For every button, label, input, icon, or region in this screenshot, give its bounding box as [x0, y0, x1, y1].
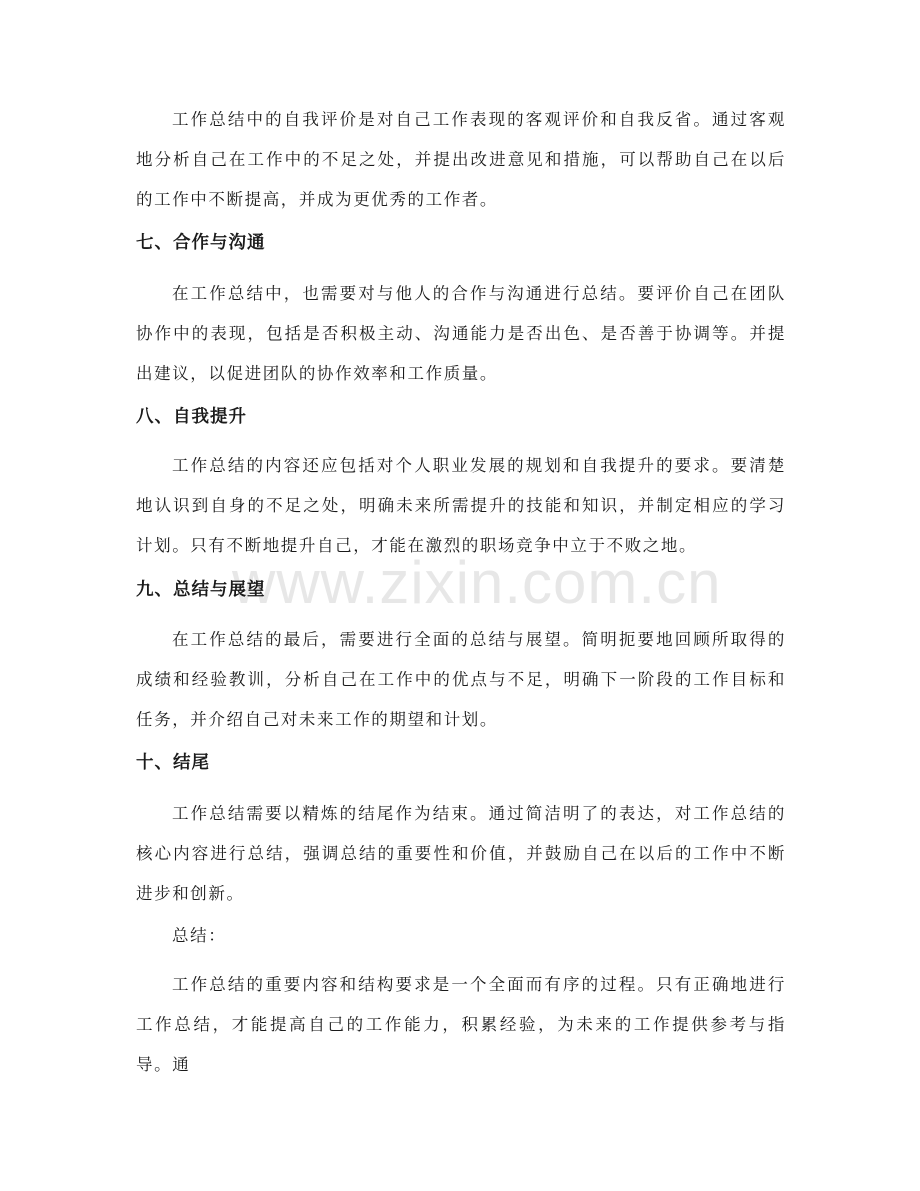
- summary-label: 总结：: [172, 926, 227, 945]
- paragraph-self-improvement: 工作总结的内容还应包括对个人职业发展的规划和自我提升的要求。要清楚地认识到自身的不足之处，明确未来所需提升的技能和知识，并制定相应的学习计划。只有不断地提升自己，才能在激烈的职场竞争中立于不败之地。: [136, 456, 786, 555]
- section-heading-summary-outlook: 九、总结与展望: [136, 580, 266, 600]
- section-heading-self-improvement: 八、自我提升: [136, 407, 247, 427]
- section-heading-ending: 十、结尾: [136, 753, 210, 773]
- paragraph-cooperation: 在工作总结中，也需要对与他人的合作与沟通进行总结。要评价自己在团队协作中的表现，包括是否积极主动、沟通能力是否出色、是否善于协调等。并提出建议，以促进团队的协作效率和工作质量。: [136, 284, 786, 383]
- watermark: www.zixin.com.cn: [232, 549, 722, 616]
- section-heading-cooperation: 七、合作与沟通: [136, 233, 266, 253]
- paragraph-summary-outlook: 在工作总结的最后，需要进行全面的总结与展望。简明扼要地回顾所取得的成绩和经验教训，分析自己在工作中的优点与不足，明确下一阶段的工作目标和任务，并介绍自己对未来工作的期望和计划。: [136, 630, 786, 729]
- paragraph-ending: 工作总结需要以精炼的结尾作为结束。通过简洁明了的表达，对工作总结的核心内容进行总结，强调总结的重要性和价值，并鼓励自己在以后的工作中不断进步和创新。: [136, 804, 786, 903]
- paragraph-self-evaluation: 工作总结中的自我评价是对自己工作表现的客观评价和自我反省。通过客观地分析自己在工作中的不足之处，并提出改进意见和措施，可以帮助自己在以后的工作中不断提高，并成为更优秀的工作者。: [136, 110, 786, 209]
- paragraph-conclusion: 工作总结的重要内容和结构要求是一个全面而有序的过程。只有正确地进行工作总结，才能提高自己的工作能力，积累经验，为未来的工作提供参考与指导。通: [136, 975, 786, 1074]
